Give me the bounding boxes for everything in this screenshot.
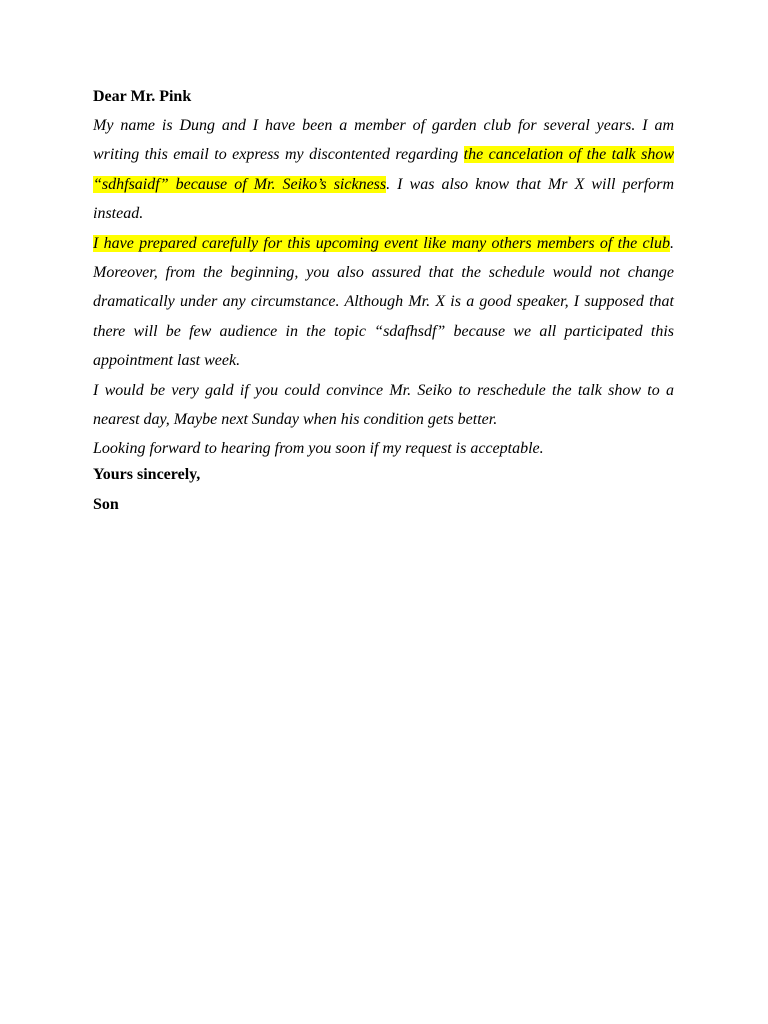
signature: Son <box>93 495 119 513</box>
paragraph-1-text-b: . I was also know that Mr X will perform instead. <box>93 175 674 223</box>
paragraph-2 <box>93 229 674 376</box>
salutation: Dear Mr. Pink <box>93 88 192 105</box>
letter-body <box>93 86 674 516</box>
paragraph-3 <box>93 376 674 435</box>
paragraph-4 <box>93 434 674 463</box>
closing: Yours sincerely, <box>93 465 201 483</box>
paragraph-2-highlight: I have prepared carefully for this upcoming event like many others members of the club <box>93 234 670 252</box>
paragraph-1-highlight: the cancelation of the talk show “sdhfsaidf” because of Mr. Seiko’s sickness <box>93 146 674 193</box>
paragraph-3-text: I would be very gald if you could convince Mr. Seiko to reschedule the talk show to a nearest day, Maybe next Sunday when his condition gets better. <box>93 381 674 429</box>
paragraph-2-text: . Moreover, from the beginning, you also assured that the schedule would not change dramatically under any circumstance. Although Mr. X is a good speaker, I supposed that there will be few audience in the topic “sdafhsdf” because we all participated this appointment last week. <box>93 234 674 370</box>
paragraph-4-text: Looking forward to hearing from you soon if my request is acceptable. <box>93 440 544 458</box>
paragraph-1-text-a: My name is Dung and I have been a member of garden club for several years. I am writing this email to express my discontented regarding <box>93 117 674 164</box>
paragraph-1 <box>93 111 674 229</box>
